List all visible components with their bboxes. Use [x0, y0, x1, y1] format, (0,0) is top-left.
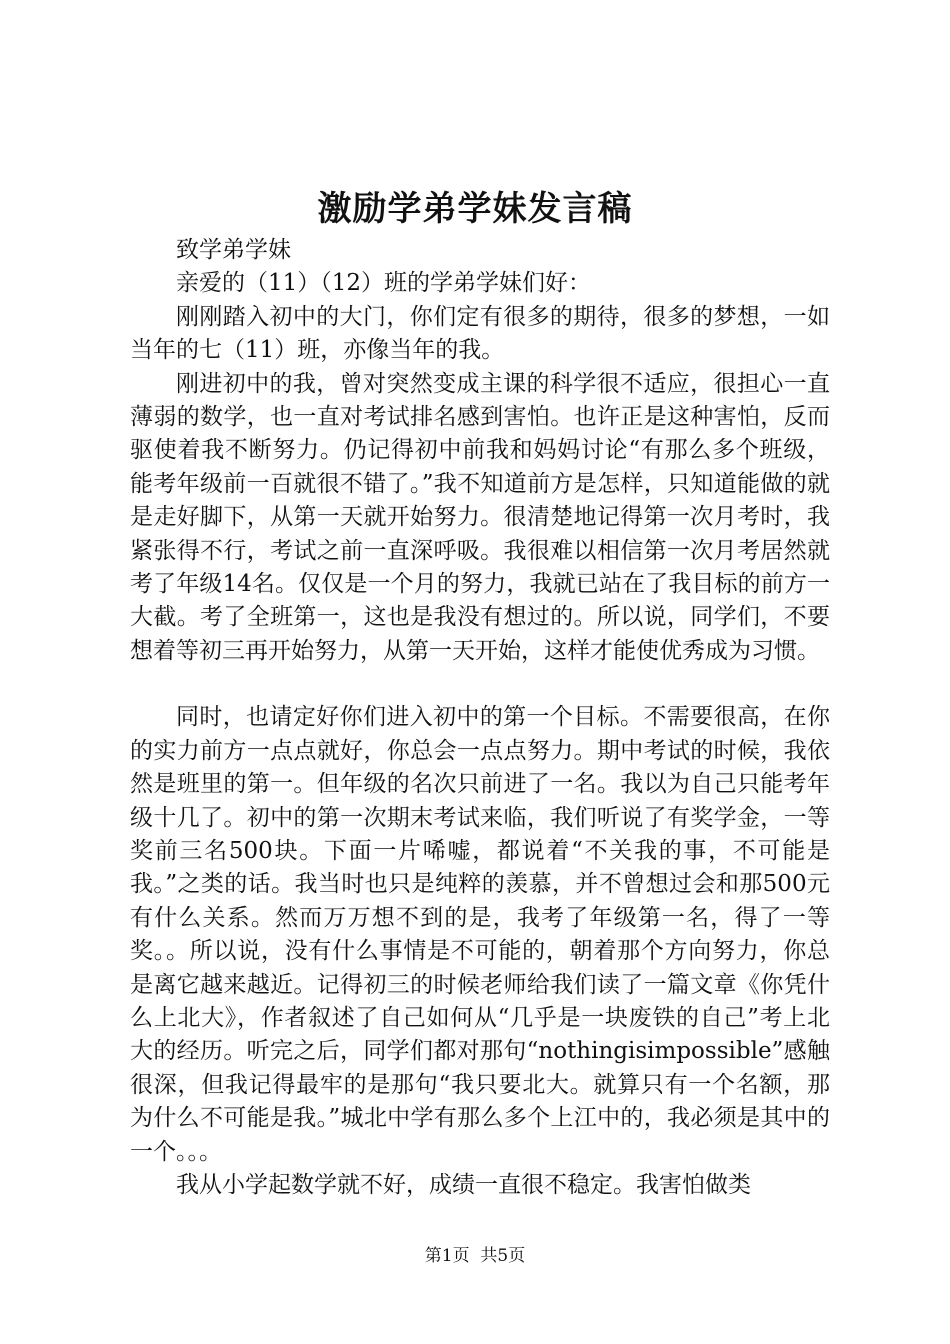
paragraph-3: 同时，也请定好你们进入初中的第一个目标。不需要很高，在你的实力前方一点点就好，你总会一点点努力。期中考试的时候，我依然是班里的第一。但年级的名次只前进了一名。我以为自己只能考年级十几了。初中的第一次期末考试来临，我们听说了有奖学金，一等奖前三名500块。下面一片唏嘘，都说着“不关我的事，不可能是我。”之类的话。我当时也只是纯粹的羡慕，并不曾想过会和那500元有什么关系。然而万万想不到的是，我考了年级第一名，得了一等奖。。所以说，没有什么事情是不可能的，朝着那个方向努力，你总是离它越来越近。记得初三的时候老师给我们读了一篇文章《你凭什么上北大》，作者叙述了自己如何从“几乎是一块废铁的自己”考上北大的经历。听完之后，同学们都对那句“nothingisimpossible”感触很深，但我记得最牢的是那句“我只要北大。就算只有一个名额，那为什么不可能是我。”城北中学有那么多个上江中的，我必须是其中的一个。。。 [130, 704, 830, 1165]
salutation: 致学弟学妹 [176, 237, 291, 263]
document-title: 激励学弟学妹发言稿 [317, 189, 633, 229]
paragraph-2: 刚进初中的我，曾对突然变成主课的科学很不适应，很担心一直薄弱的数学，也一直对考试排名感到害怕。也许正是这种害怕，反而驱使着我不断努力。仍记得初中前我和妈妈讨论“有那么多个班级，能考年级前一百就很不错了。”我不知道前方是怎样，只知道能做的就是走好脚下，从第一天就开始努力。很清楚地记得第一次月考时，我紧张得不行，考试之前一直深呼吸。我很难以相信第一次月考居然就考了年级14名。仅仅是一个月的努力，我就已站在了我目标的前方一大截。考了全班第一，这也是我没有想过的。所以说，同学们，不要想着等初三再开始努力，从第一天开始，这样才能使优秀成为习惯。 [130, 370, 830, 664]
footer-separator [470, 1246, 481, 1266]
document-body [130, 234, 830, 1202]
paragraph-spacer [130, 668, 830, 701]
page-total: 共5页 [480, 1246, 526, 1266]
paragraph-4: 我从小学起数学就不好，成绩一直很不稳定。我害怕做类 [176, 1171, 751, 1198]
paragraph-1: 刚刚踏入初中的大门，你们定有很多的期待，很多的梦想，一如当年的七（11）班，亦像当年的我。 [130, 303, 830, 364]
greeting: 亲爱的（11）（12）班的学弟学妹们好： [176, 270, 592, 297]
page-number: 第1页 [424, 1246, 470, 1266]
page-footer [0, 1244, 950, 1268]
